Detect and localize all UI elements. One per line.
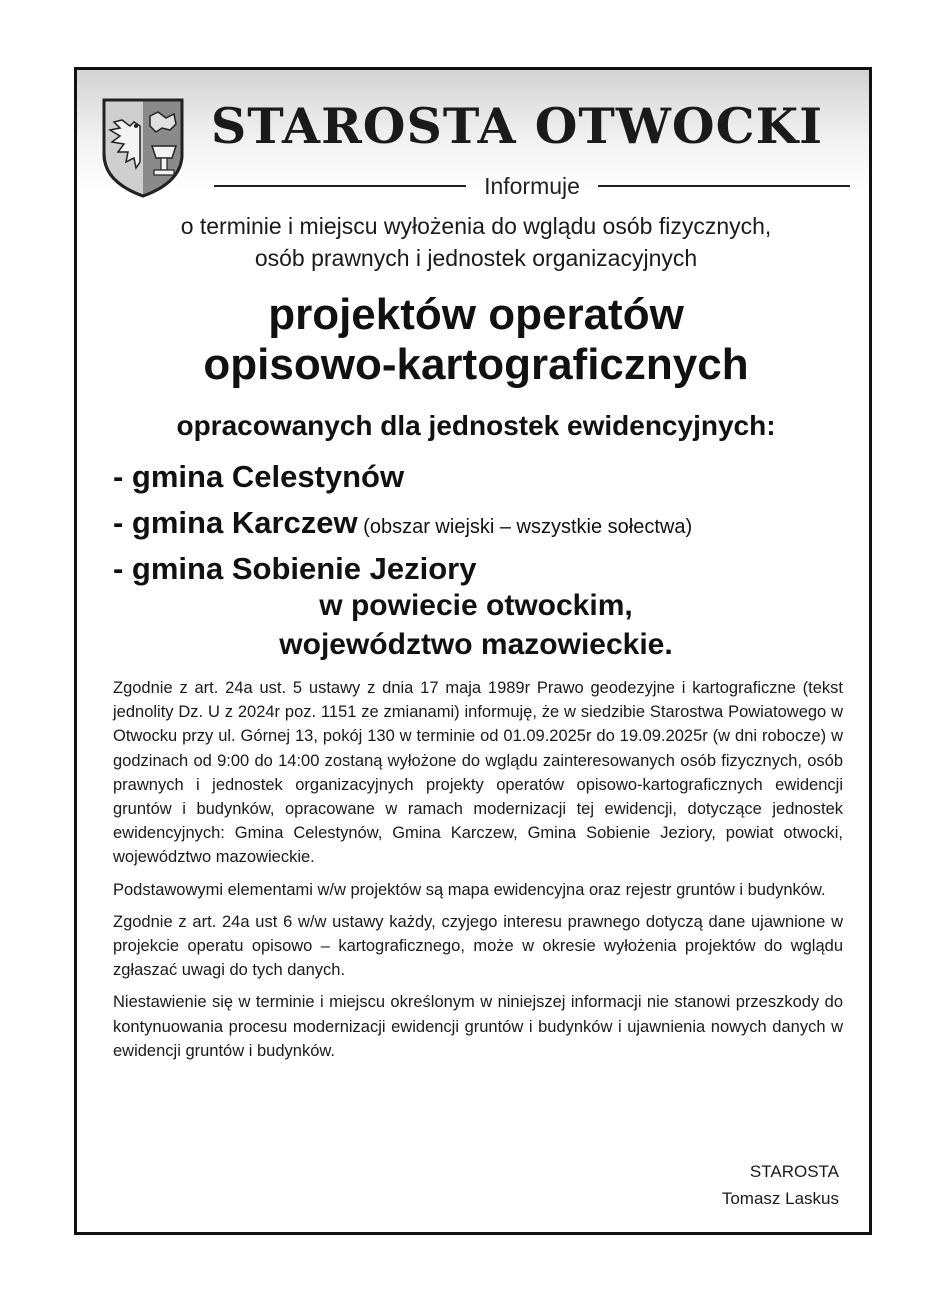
- unit-name: - gmina Celestynów: [113, 459, 405, 494]
- headline: [87, 290, 865, 390]
- list-item: [113, 502, 853, 548]
- list-item: [113, 456, 853, 502]
- subheadline: opracowanych dla jednostek ewidencyjnych:: [176, 410, 776, 441]
- region-line: w powiecie otwockim,: [319, 589, 633, 622]
- signature-role: STAROSTA: [749, 1162, 839, 1181]
- units-list: [113, 456, 853, 594]
- signature-name: Tomasz Laskus: [721, 1189, 839, 1208]
- intro-line: o terminie i miejscu wyłożenia do wglądu osób fizycznych,: [180, 213, 772, 239]
- region-line: województwo mazowieckie.: [279, 628, 673, 661]
- body-paragraph: Zgodnie z art. 24a ust 6 w/w ustawy każdy, czyjego interesu prawnego dotyczą dane ujawnione w projekcie operatu opisowo – kartograficznego, może w okresie wyłożenia projektów do wglądu zgłaszać uwagi do tych danych.: [113, 912, 843, 980]
- informuje-heading: [214, 170, 850, 202]
- coat-of-arms-icon: [100, 96, 186, 200]
- body-text: [113, 676, 843, 1071]
- notice-frame: [74, 67, 872, 1235]
- intro-text: [97, 210, 855, 274]
- headline-line: projektów operatów: [268, 290, 684, 339]
- intro-line: osób prawnych i jednostek organizacyjnych: [254, 245, 698, 271]
- body-paragraph: Zgodnie z art. 24a ust. 5 ustawy z dnia 17 maja 1989r Prawo geodezyjne i kartograficzne (tekst jednolity Dz. U z 2024r poz. 1151 ze zmianami) informuję, że w siedzibie Starostwa Powiatowego w Otwocku przy ul. Górnej 13, pokój 130 w terminie od 01.09.2025r do 19.09.2025r (w dni robocze) w godzinach od 9:00 do 14:00 zostaną wyłożone do wglądu zainteresowanych osób fizycznych, osób prawnych i jednostek organizacyjnych projekty operatów opisowo-kartograficznych ewidencji gruntów i budynków, opracowane w ramach modernizacji tej ewidencji, dotyczące jednostek ewidencyjnych: Gmina Celestynów, Gmina Karczew, Gmina Sobienie Jeziory, powiat otwocki, województwo mazowieckie.: [113, 679, 843, 867]
- unit-name: - gmina Sobienie Jeziory: [113, 551, 477, 586]
- headline-line: opisowo-kartograficznych: [203, 340, 749, 389]
- informuje-label: Informuje: [484, 173, 580, 199]
- page-title: STAROSTA OTWOCKI: [210, 97, 824, 155]
- body-paragraph: Niestawienie się w terminie i miejscu określonym w niniejszej informacji nie stanowi przeszkody do kontynuowania procesu modernizacji ewidencji gruntów i budynków i ujawnienia nowych danych w ewidencji gruntów i budynków.: [113, 993, 843, 1060]
- region-text: [87, 586, 865, 664]
- unit-name: - gmina Karczew: [113, 505, 358, 540]
- signature: [722, 1158, 839, 1212]
- body-paragraph: Podstawowymi elementami w/w projektów są mapa ewidencyjna oraz rejestr gruntów i budynków.: [113, 880, 826, 899]
- divider-left: [214, 185, 466, 187]
- divider-right: [598, 185, 850, 187]
- unit-note: (obszar wiejski – wszystkie sołectwa): [357, 516, 693, 538]
